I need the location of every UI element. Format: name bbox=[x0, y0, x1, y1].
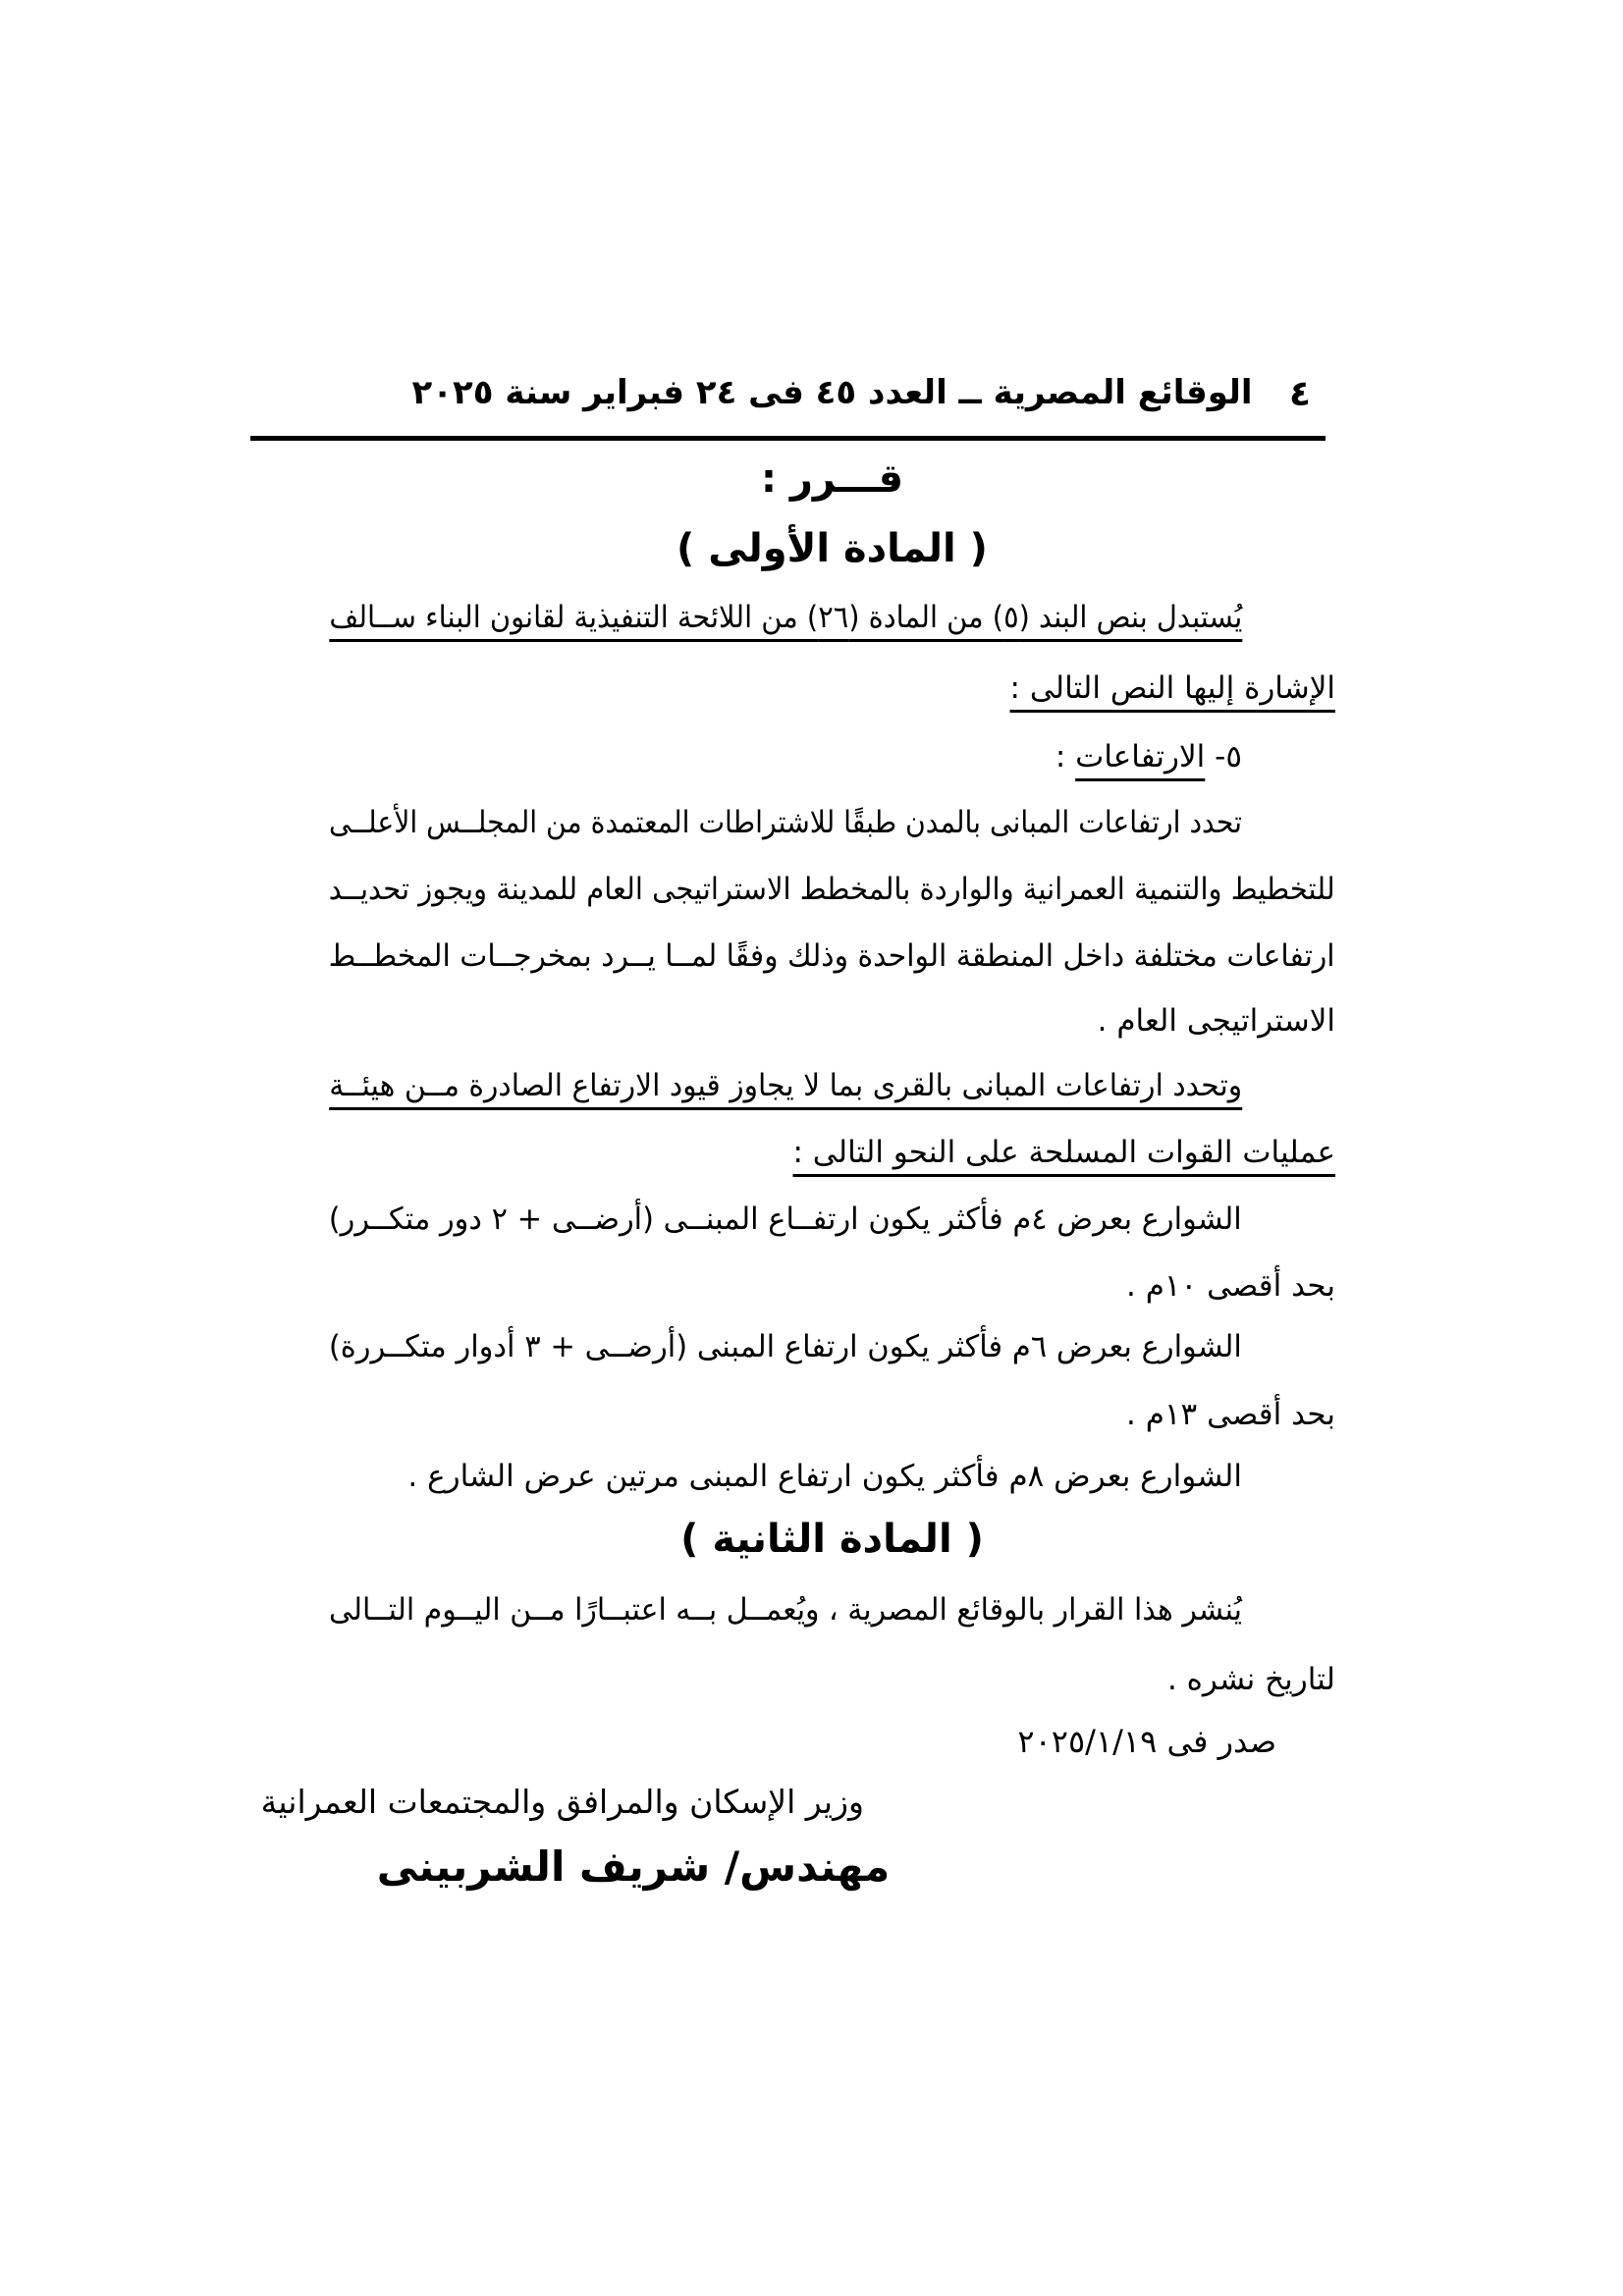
article-two-heading: ( المادة الثانية ) bbox=[680, 1517, 984, 1562]
header-rule bbox=[250, 436, 1325, 441]
cities-paragraph-line-3: ارتفاعات مختلفة داخل المنطقة الواحدة وذلك وفقًا لمــا يــرد بمخرجــات المخطــط bbox=[329, 938, 1335, 974]
decides-heading: قـــرر : bbox=[760, 456, 904, 502]
street-rule-4m-line-1: الشوارع بعرض ٤م فأكثر يكون ارتفــاع المبنــى (أرضــى + ٢ دور متكــرر) bbox=[329, 1201, 1242, 1237]
street-rule-6m-line-1: الشوارع بعرض ٦م فأكثر يكون ارتفاع المبنى (أرضــى + ٣ أدوار متكــررة) bbox=[329, 1329, 1242, 1364]
intro-line-1: يُستبدل بنص البند (٥) من المادة (٢٦) من اللائحة التنفيذية لقانون البناء ســالف bbox=[329, 600, 1242, 635]
street-rule-6m-line-2: بحد أقصى ١٣م . bbox=[1126, 1397, 1335, 1432]
masthead-text: الوقائع المصرية ــ العدد ٤٥ فى ٢٤ فبراير سنة ٢٠٢٥ bbox=[411, 373, 1253, 412]
publication-line-1: يُنشر هذا القرار بالوقائع المصرية ، ويُعمــل بــه اعتبــارًا مــن اليــوم التــالى bbox=[329, 1592, 1242, 1628]
intro-line-2: الإشارة إليها النص التالى : bbox=[1009, 670, 1335, 706]
cities-paragraph-line-4: الاستراتيجى العام . bbox=[1097, 1003, 1335, 1039]
publication-line-2: لتاريخ نشره . bbox=[1166, 1662, 1335, 1697]
minister-signature: مهندس/ شريف الشربينى bbox=[376, 1842, 891, 1891]
clause-5-number: ٥- bbox=[1205, 739, 1242, 774]
clause-5-title: الارتفاعات bbox=[1075, 739, 1206, 774]
street-rule-4m-line-2: بحد أقصى ١٠م . bbox=[1126, 1268, 1335, 1304]
article-one-heading: ( المادة الأولى ) bbox=[676, 526, 988, 571]
villages-paragraph-line-2: عمليات القوات المسلحة على النحو التالى : bbox=[792, 1135, 1335, 1170]
villages-paragraph-line-1: وتحدد ارتفاعات المبانى بالقرى بما لا يجاوز قيود الارتفاع الصادرة مــن هيئــة bbox=[329, 1068, 1242, 1103]
street-rule-8m-line: الشوارع بعرض ٨م فأكثر يكون ارتفاع المبنى مرتين عرض الشارع . bbox=[407, 1459, 1242, 1494]
issue-date-line: صدر فى ٢٠٢٥/١/١٩ bbox=[1017, 1723, 1276, 1760]
clause-5-heading bbox=[1055, 733, 1242, 780]
minister-title-line: وزير الإسكان والمرافق والمجتمعات العمرانية bbox=[260, 1783, 864, 1821]
page-number: ٤ bbox=[1289, 374, 1311, 414]
cities-paragraph-line-2: للتخطيط والتنمية العمرانية والواردة بالمخطط الاستراتيجى العام للمدينة ويجوز تحديــد bbox=[329, 872, 1335, 907]
clause-5-colon: : bbox=[1055, 739, 1076, 774]
cities-paragraph-line-1: تحدد ارتفاعات المبانى بالمدن طبقًا للاشتراطات المعتمدة من المجلــس الأعلــى bbox=[329, 805, 1242, 840]
